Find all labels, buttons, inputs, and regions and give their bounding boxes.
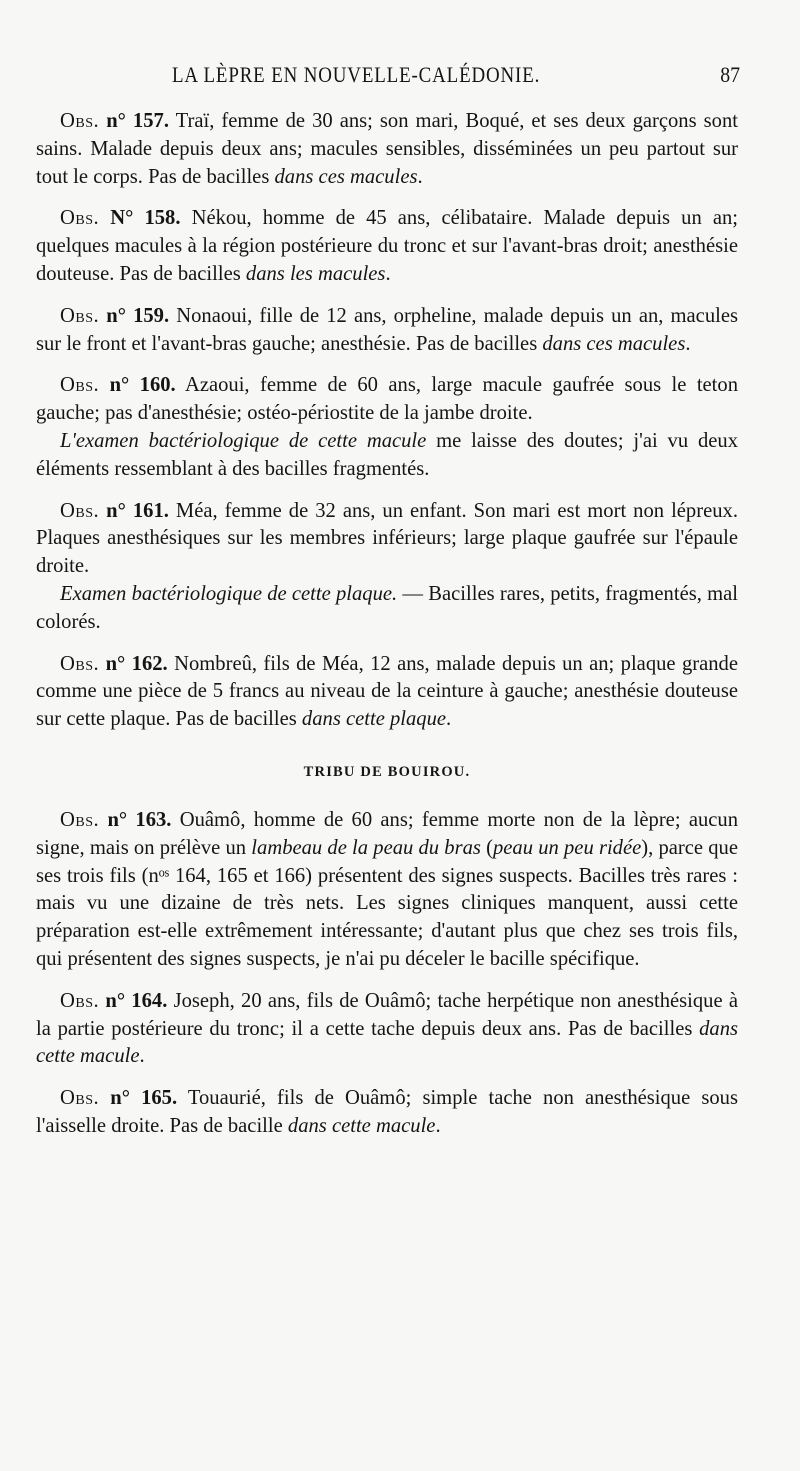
obs-text: Ouâmô, homme de 60 ans; femme morte non de la lèpre; aucun signe, mais on prélève un xyxy=(36,808,738,859)
obs-number: n° 162. xyxy=(105,652,168,675)
obs-text: me laisse des doutes; j'ai vu deux éléments ressemblant à des bacilles fragmentés. xyxy=(36,429,739,480)
obs-label: Obs. xyxy=(60,110,100,132)
observation-164 xyxy=(36,988,738,1071)
obs-end: . xyxy=(139,1045,145,1068)
observation-163 xyxy=(36,807,738,974)
obs-text: Touaurié, fils de Ouâmô; simple tache non anesthésique sous l'aisselle droite. Pas de bacille xyxy=(36,1087,738,1137)
obs-text: Nombreû, fils de Méa, 12 ans, malade depuis un an; plaque grande comme une pièce de 5 francs au niveau de la ceinture à gauche; anesthésie douteuse sur cette plaque. Pas de bacilles xyxy=(36,652,738,731)
obs-number: n° 160. xyxy=(109,374,176,397)
obs-italic: peau un peu ridée xyxy=(492,836,642,859)
obs-text: — Bacilles rares, petits, fragmentés, mal colorés. xyxy=(36,582,738,633)
page-number: 87 xyxy=(720,62,740,87)
obs-number: n° 161. xyxy=(106,499,169,522)
observation-158 xyxy=(36,205,738,288)
page-body xyxy=(36,108,738,1141)
obs-text: Joseph, 20 ans, fils de Ouâmô; tache herpétique non anesthésique à la partie postérieure du tronc; il a cette tache depuis deux ans. Pas de bacilles xyxy=(36,989,738,1040)
observation-159 xyxy=(36,303,738,359)
obs-text: Méa, femme de 32 ans, un enfant. Son mari est mort non lépreux. Plaques anesthésiques sur les membres inférieurs; large plaque gaufrée sur l'épaule droite. xyxy=(36,499,738,578)
obs-label: Obs. xyxy=(60,1087,100,1110)
obs-italic: dans cette macule xyxy=(36,1017,738,1068)
observation-161 xyxy=(36,498,738,581)
obs-label: Obs. xyxy=(60,989,100,1012)
obs-end: . xyxy=(385,262,391,285)
obs-label: Obs. xyxy=(60,499,100,522)
obs-number: n° 163. xyxy=(107,808,172,831)
obs-number: n° 164. xyxy=(105,989,168,1012)
obs-italic: lambeau de la peau du bras xyxy=(251,836,481,859)
obs-italic: dans les macules xyxy=(245,262,386,285)
observation-160 xyxy=(36,372,738,428)
obs-italic: dans cette plaque xyxy=(301,708,447,731)
obs-end: . xyxy=(685,332,691,355)
obs-text: Nonaoui, fille de 12 ans, orpheline, malade depuis un an, macules sur le front et l'avant-bras gauche; anesthésie. Pas de bacilles xyxy=(36,304,738,355)
obs-italic: dans ces macules xyxy=(274,165,418,188)
obs-end: . xyxy=(446,708,452,731)
section-heading: TRIBU DE BOUIROU. xyxy=(303,763,471,780)
obs-number: N° 158. xyxy=(110,207,181,230)
obs-label: Obs. xyxy=(60,304,100,327)
obs-label: Obs. xyxy=(60,808,100,831)
observation-160-exam xyxy=(36,428,738,484)
obs-label: Obs. xyxy=(60,207,100,230)
obs-text: Azaoui, femme de 60 ans, large macule gaufrée sous le teton gauche; pas d'anesthésie; ostéo-périostite de la jambe droite. xyxy=(36,374,738,425)
page-header xyxy=(40,62,740,92)
obs-text: ( xyxy=(480,836,493,859)
running-title: LA LÈPRE EN NOUVELLE-CALÉDONIE. xyxy=(172,62,541,87)
obs-text: Nékou, homme de 45 ans, célibataire. Malade depuis un an; quelques macules à la région postérieure du tronc et sur l'avant-bras droit; anesthésie douteuse. Pas de bacilles xyxy=(36,207,739,285)
obs-number: n° 165. xyxy=(110,1087,178,1110)
obs-italic: dans ces macules xyxy=(542,332,686,355)
obs-end: . xyxy=(417,165,423,188)
obs-italic: L'examen bactériologique de cette macule xyxy=(60,429,427,452)
obs-text: ), parce que ses trois fils (nᵒˢ 164, 165 et 166) présentent des signes suspects. Bacilles très rares : mais vu une dizaine de très nets. Les signes cliniques manquent, aussi cette préparation est-elle extrêmement intéressante; d'autant plus que chez ses trois fils, qui présentent des signes suspects, je n'ai pu déceler le bacille spécifique. xyxy=(36,836,738,970)
obs-italic: Examen bactériologique de cette plaque. xyxy=(60,582,398,605)
obs-label: Obs. xyxy=(60,374,100,397)
observation-161-exam xyxy=(36,581,738,637)
obs-text: Traï, femme de 30 ans; son mari, Boqué, et ses deux garçons sont sains. Malade depuis deux ans; macules sensibles, disséminées un peu partout sur tout le corps. Pas de bacilles xyxy=(36,110,738,188)
observation-157 xyxy=(36,108,738,191)
obs-label: Obs. xyxy=(60,652,100,675)
obs-number: n° 159. xyxy=(106,304,170,327)
obs-italic: dans cette macule xyxy=(287,1114,436,1137)
observation-165 xyxy=(36,1085,738,1141)
obs-end: . xyxy=(435,1114,441,1137)
observation-162 xyxy=(36,651,738,734)
obs-number: n° 157. xyxy=(106,110,169,132)
